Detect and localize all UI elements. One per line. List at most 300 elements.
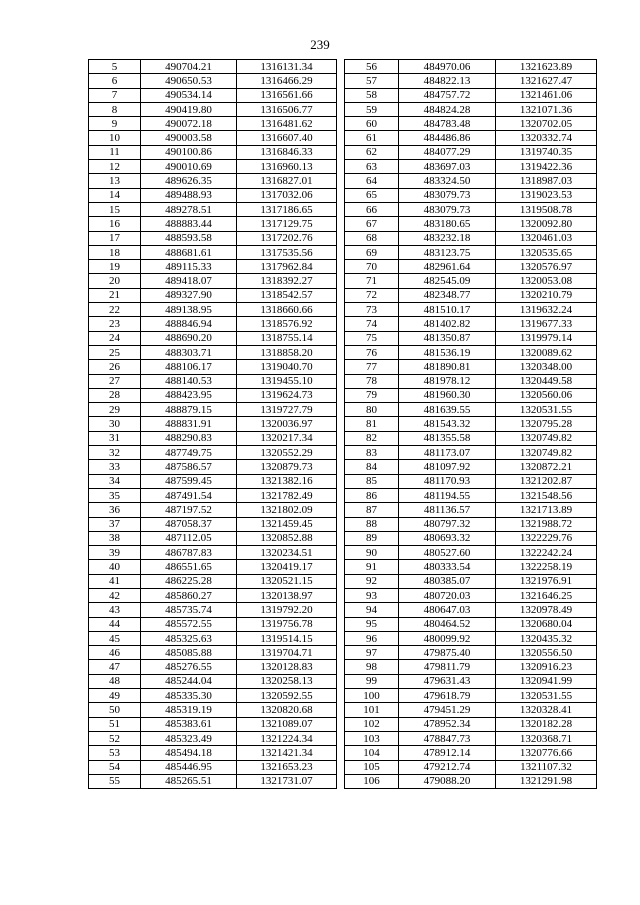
x-coordinate-cell: 485319.19	[141, 703, 237, 717]
table-row	[345, 102, 597, 116]
table-row	[345, 446, 597, 460]
x-coordinate-cell: 481097.92	[399, 460, 496, 474]
y-coordinate-cell: 1320128.83	[237, 660, 337, 674]
point-number-cell: 46	[89, 646, 141, 660]
y-coordinate-cell: 1320941.99	[496, 674, 597, 688]
table-row	[345, 731, 597, 745]
point-number-cell: 70	[345, 260, 399, 274]
point-number-cell: 8	[89, 102, 141, 116]
table-row	[89, 217, 337, 231]
point-number-cell: 75	[345, 331, 399, 345]
point-number-cell: 87	[345, 503, 399, 517]
table-row	[345, 603, 597, 617]
y-coordinate-cell: 1316466.29	[237, 74, 337, 88]
y-coordinate-cell: 1316960.13	[237, 160, 337, 174]
x-coordinate-cell: 490419.80	[141, 102, 237, 116]
point-number-cell: 88	[345, 517, 399, 531]
x-coordinate-cell: 485085.88	[141, 646, 237, 660]
point-number-cell: 40	[89, 560, 141, 574]
table-row	[345, 746, 597, 760]
y-coordinate-cell: 1318542.57	[237, 288, 337, 302]
table-row	[345, 360, 597, 374]
x-coordinate-cell: 488593.58	[141, 231, 237, 245]
table-row	[345, 174, 597, 188]
x-coordinate-cell: 488690.20	[141, 331, 237, 345]
x-coordinate-cell: 481543.32	[399, 417, 496, 431]
x-coordinate-cell: 485860.27	[141, 588, 237, 602]
point-number-cell: 32	[89, 446, 141, 460]
table-row	[89, 374, 337, 388]
x-coordinate-cell: 481890.81	[399, 360, 496, 374]
x-coordinate-cell: 484486.86	[399, 131, 496, 145]
y-coordinate-cell: 1321731.07	[237, 774, 337, 788]
y-coordinate-cell: 1319624.73	[237, 388, 337, 402]
y-coordinate-cell: 1319756.78	[237, 617, 337, 631]
y-coordinate-cell: 1316607.40	[237, 131, 337, 145]
point-number-cell: 12	[89, 160, 141, 174]
point-number-cell: 76	[345, 345, 399, 359]
x-coordinate-cell: 481136.57	[399, 503, 496, 517]
y-coordinate-cell: 1320328.41	[496, 703, 597, 717]
y-coordinate-cell: 1318987.03	[496, 174, 597, 188]
x-coordinate-cell: 480647.03	[399, 603, 496, 617]
table-row	[345, 60, 597, 74]
y-coordinate-cell: 1321646.25	[496, 588, 597, 602]
x-coordinate-cell: 488290.83	[141, 431, 237, 445]
point-number-cell: 47	[89, 660, 141, 674]
point-number-cell: 90	[345, 546, 399, 560]
x-coordinate-cell: 479631.43	[399, 674, 496, 688]
point-number-cell: 29	[89, 403, 141, 417]
point-number-cell: 57	[345, 74, 399, 88]
x-coordinate-cell: 480797.32	[399, 517, 496, 531]
x-coordinate-cell: 490072.18	[141, 117, 237, 131]
point-number-cell: 45	[89, 631, 141, 645]
point-number-cell: 99	[345, 674, 399, 688]
table-row	[345, 774, 597, 788]
y-coordinate-cell: 1316506.77	[237, 102, 337, 116]
point-number-cell: 27	[89, 374, 141, 388]
point-number-cell: 38	[89, 531, 141, 545]
table-row	[89, 245, 337, 259]
point-number-cell: 44	[89, 617, 141, 631]
y-coordinate-cell: 1317535.56	[237, 245, 337, 259]
point-number-cell: 105	[345, 760, 399, 774]
y-coordinate-cell: 1321623.89	[496, 60, 597, 74]
table-row	[345, 331, 597, 345]
y-coordinate-cell: 1319514.15	[237, 631, 337, 645]
x-coordinate-cell: 480527.60	[399, 546, 496, 560]
x-coordinate-cell: 488831.91	[141, 417, 237, 431]
x-coordinate-cell: 480720.03	[399, 588, 496, 602]
x-coordinate-cell: 480333.54	[399, 560, 496, 574]
table-row	[89, 689, 337, 703]
y-coordinate-cell: 1317129.75	[237, 217, 337, 231]
point-number-cell: 19	[89, 260, 141, 274]
y-coordinate-cell: 1319677.33	[496, 317, 597, 331]
point-number-cell: 64	[345, 174, 399, 188]
y-coordinate-cell: 1320332.74	[496, 131, 597, 145]
table-row	[345, 660, 597, 674]
y-coordinate-cell: 1321224.34	[237, 731, 337, 745]
page-number: 239	[310, 37, 330, 52]
x-coordinate-cell: 490003.58	[141, 131, 237, 145]
x-coordinate-cell: 478847.73	[399, 731, 496, 745]
point-number-cell: 51	[89, 717, 141, 731]
x-coordinate-cell: 481536.19	[399, 345, 496, 359]
y-coordinate-cell: 1317186.65	[237, 202, 337, 216]
y-coordinate-cell: 1321653.23	[237, 760, 337, 774]
point-number-cell: 11	[89, 145, 141, 159]
y-coordinate-cell: 1320348.00	[496, 360, 597, 374]
point-number-cell: 28	[89, 388, 141, 402]
y-coordinate-cell: 1320795.28	[496, 417, 597, 431]
table-row	[89, 560, 337, 574]
point-number-cell: 49	[89, 689, 141, 703]
x-coordinate-cell: 483697.03	[399, 160, 496, 174]
table-row	[89, 603, 337, 617]
table-row	[345, 217, 597, 231]
table-row	[345, 403, 597, 417]
x-coordinate-cell: 484822.13	[399, 74, 496, 88]
x-coordinate-cell: 482961.64	[399, 260, 496, 274]
table-row	[345, 74, 597, 88]
table-row	[89, 74, 337, 88]
table-row	[89, 474, 337, 488]
y-coordinate-cell: 1321107.32	[496, 760, 597, 774]
table-row	[89, 88, 337, 102]
table-row	[345, 560, 597, 574]
x-coordinate-cell: 486225.28	[141, 574, 237, 588]
y-coordinate-cell: 1319023.53	[496, 188, 597, 202]
x-coordinate-cell: 485323.49	[141, 731, 237, 745]
table-row	[345, 131, 597, 145]
table-row	[345, 145, 597, 159]
y-coordinate-cell: 1320435.32	[496, 631, 597, 645]
y-coordinate-cell: 1320820.68	[237, 703, 337, 717]
table-row	[345, 488, 597, 502]
point-number-cell: 62	[345, 145, 399, 159]
y-coordinate-cell: 1320978.49	[496, 603, 597, 617]
table-row	[89, 703, 337, 717]
point-number-cell: 26	[89, 360, 141, 374]
y-coordinate-cell: 1318755.14	[237, 331, 337, 345]
x-coordinate-cell: 479451.29	[399, 703, 496, 717]
point-number-cell: 25	[89, 345, 141, 359]
point-number-cell: 17	[89, 231, 141, 245]
y-coordinate-cell: 1320461.03	[496, 231, 597, 245]
table-row	[345, 531, 597, 545]
table-row	[345, 703, 597, 717]
table-row	[89, 60, 337, 74]
y-coordinate-cell: 1317032.06	[237, 188, 337, 202]
point-number-cell: 65	[345, 188, 399, 202]
y-coordinate-cell: 1320852.88	[237, 531, 337, 545]
x-coordinate-cell: 489488.93	[141, 188, 237, 202]
table-row	[89, 446, 337, 460]
point-number-cell: 69	[345, 245, 399, 259]
x-coordinate-cell: 479618.79	[399, 689, 496, 703]
y-coordinate-cell: 1320776.66	[496, 746, 597, 760]
y-coordinate-cell: 1321089.07	[237, 717, 337, 731]
y-coordinate-cell: 1322229.76	[496, 531, 597, 545]
point-number-cell: 81	[345, 417, 399, 431]
table-row	[89, 202, 337, 216]
y-coordinate-cell: 1320089.62	[496, 345, 597, 359]
table-row	[89, 760, 337, 774]
table-row	[345, 317, 597, 331]
table-row	[345, 374, 597, 388]
x-coordinate-cell: 479212.74	[399, 760, 496, 774]
x-coordinate-cell: 480693.32	[399, 531, 496, 545]
point-number-cell: 89	[345, 531, 399, 545]
table-row	[345, 760, 597, 774]
x-coordinate-cell: 485383.61	[141, 717, 237, 731]
table-row	[89, 431, 337, 445]
point-number-cell: 16	[89, 217, 141, 231]
x-coordinate-cell: 481639.55	[399, 403, 496, 417]
point-number-cell: 96	[345, 631, 399, 645]
point-number-cell: 43	[89, 603, 141, 617]
table-row	[345, 88, 597, 102]
point-number-cell: 37	[89, 517, 141, 531]
y-coordinate-cell: 1319040.70	[237, 360, 337, 374]
y-coordinate-cell: 1317962.84	[237, 260, 337, 274]
y-coordinate-cell: 1320053.08	[496, 274, 597, 288]
table-row	[345, 574, 597, 588]
point-number-cell: 94	[345, 603, 399, 617]
x-coordinate-cell: 484757.72	[399, 88, 496, 102]
y-coordinate-cell: 1320556.50	[496, 646, 597, 660]
x-coordinate-cell: 490010.69	[141, 160, 237, 174]
y-coordinate-cell: 1321202.87	[496, 474, 597, 488]
x-coordinate-cell: 483079.73	[399, 202, 496, 216]
x-coordinate-cell: 488140.53	[141, 374, 237, 388]
table-row	[345, 517, 597, 531]
point-number-cell: 22	[89, 303, 141, 317]
coordinates-table-left-body	[89, 60, 337, 789]
y-coordinate-cell: 1321713.89	[496, 503, 597, 517]
y-coordinate-cell: 1320210.79	[496, 288, 597, 302]
point-number-cell: 13	[89, 174, 141, 188]
y-coordinate-cell: 1321291.98	[496, 774, 597, 788]
table-row	[345, 689, 597, 703]
point-number-cell: 79	[345, 388, 399, 402]
table-row	[89, 317, 337, 331]
y-coordinate-cell: 1320872.21	[496, 460, 597, 474]
point-number-cell: 85	[345, 474, 399, 488]
y-coordinate-cell: 1316827.01	[237, 174, 337, 188]
table-row	[89, 188, 337, 202]
table-row	[89, 646, 337, 660]
x-coordinate-cell: 483232.18	[399, 231, 496, 245]
point-number-cell: 34	[89, 474, 141, 488]
y-coordinate-cell: 1320916.23	[496, 660, 597, 674]
y-coordinate-cell: 1319740.35	[496, 145, 597, 159]
point-number-cell: 82	[345, 431, 399, 445]
point-number-cell: 100	[345, 689, 399, 703]
table-row	[345, 431, 597, 445]
x-coordinate-cell: 486551.65	[141, 560, 237, 574]
y-coordinate-cell: 1321802.09	[237, 503, 337, 517]
x-coordinate-cell: 481194.55	[399, 488, 496, 502]
x-coordinate-cell: 485276.55	[141, 660, 237, 674]
point-number-cell: 18	[89, 245, 141, 259]
table-row	[89, 631, 337, 645]
table-row	[345, 202, 597, 216]
y-coordinate-cell: 1321459.45	[237, 517, 337, 531]
x-coordinate-cell: 485244.04	[141, 674, 237, 688]
table-row	[345, 460, 597, 474]
x-coordinate-cell: 485265.51	[141, 774, 237, 788]
point-number-cell: 92	[345, 574, 399, 588]
point-number-cell: 104	[345, 746, 399, 760]
point-number-cell: 103	[345, 731, 399, 745]
x-coordinate-cell: 489418.07	[141, 274, 237, 288]
point-number-cell: 77	[345, 360, 399, 374]
y-coordinate-cell: 1319632.24	[496, 303, 597, 317]
table-row	[345, 288, 597, 302]
point-number-cell: 42	[89, 588, 141, 602]
table-row	[345, 674, 597, 688]
table-row	[89, 345, 337, 359]
point-number-cell: 7	[89, 88, 141, 102]
x-coordinate-cell: 481355.58	[399, 431, 496, 445]
table-row	[89, 746, 337, 760]
table-row	[89, 274, 337, 288]
table-row	[345, 588, 597, 602]
x-coordinate-cell: 481402.82	[399, 317, 496, 331]
table-row	[89, 531, 337, 545]
y-coordinate-cell: 1321627.47	[496, 74, 597, 88]
x-coordinate-cell: 481978.12	[399, 374, 496, 388]
coordinates-table-right	[344, 59, 597, 789]
y-coordinate-cell: 1317202.76	[237, 231, 337, 245]
table-row	[89, 674, 337, 688]
y-coordinate-cell: 1320368.71	[496, 731, 597, 745]
y-coordinate-cell: 1320531.55	[496, 689, 597, 703]
table-row	[345, 231, 597, 245]
y-coordinate-cell: 1320138.97	[237, 588, 337, 602]
x-coordinate-cell: 487599.45	[141, 474, 237, 488]
y-coordinate-cell: 1320092.80	[496, 217, 597, 231]
x-coordinate-cell: 480464.52	[399, 617, 496, 631]
table-row	[345, 474, 597, 488]
x-coordinate-cell: 484077.29	[399, 145, 496, 159]
point-number-cell: 60	[345, 117, 399, 131]
point-number-cell: 52	[89, 731, 141, 745]
x-coordinate-cell: 483079.73	[399, 188, 496, 202]
y-coordinate-cell: 1321988.72	[496, 517, 597, 531]
point-number-cell: 74	[345, 317, 399, 331]
table-row	[89, 303, 337, 317]
table-row	[89, 331, 337, 345]
y-coordinate-cell: 1319979.14	[496, 331, 597, 345]
x-coordinate-cell: 485494.18	[141, 746, 237, 760]
point-number-cell: 33	[89, 460, 141, 474]
x-coordinate-cell: 481350.87	[399, 331, 496, 345]
x-coordinate-cell: 480099.92	[399, 631, 496, 645]
x-coordinate-cell: 478952.34	[399, 717, 496, 731]
y-coordinate-cell: 1319727.79	[237, 403, 337, 417]
point-number-cell: 68	[345, 231, 399, 245]
point-number-cell: 97	[345, 646, 399, 660]
point-number-cell: 23	[89, 317, 141, 331]
x-coordinate-cell: 481960.30	[399, 388, 496, 402]
x-coordinate-cell: 481170.93	[399, 474, 496, 488]
x-coordinate-cell: 485572.55	[141, 617, 237, 631]
point-number-cell: 50	[89, 703, 141, 717]
x-coordinate-cell: 485446.95	[141, 760, 237, 774]
table-row	[89, 717, 337, 731]
table-row	[345, 388, 597, 402]
point-number-cell: 35	[89, 488, 141, 502]
point-number-cell: 21	[89, 288, 141, 302]
point-number-cell: 39	[89, 546, 141, 560]
table-row	[89, 117, 337, 131]
table-row	[89, 460, 337, 474]
x-coordinate-cell: 490650.53	[141, 74, 237, 88]
table-row	[89, 731, 337, 745]
y-coordinate-cell: 1320521.15	[237, 574, 337, 588]
y-coordinate-cell: 1320576.97	[496, 260, 597, 274]
y-coordinate-cell: 1319704.71	[237, 646, 337, 660]
y-coordinate-cell: 1320879.73	[237, 460, 337, 474]
table-row	[89, 417, 337, 431]
y-coordinate-cell: 1318660.66	[237, 303, 337, 317]
x-coordinate-cell: 490704.21	[141, 60, 237, 74]
y-coordinate-cell: 1320419.17	[237, 560, 337, 574]
y-coordinate-cell: 1322258.19	[496, 560, 597, 574]
coordinates-table-left	[88, 59, 337, 789]
x-coordinate-cell: 488879.15	[141, 403, 237, 417]
table-row	[345, 503, 597, 517]
point-number-cell: 10	[89, 131, 141, 145]
x-coordinate-cell: 488846.94	[141, 317, 237, 331]
y-coordinate-cell: 1318576.92	[237, 317, 337, 331]
x-coordinate-cell: 482545.09	[399, 274, 496, 288]
x-coordinate-cell: 480385.07	[399, 574, 496, 588]
point-number-cell: 30	[89, 417, 141, 431]
point-number-cell: 73	[345, 303, 399, 317]
point-number-cell: 15	[89, 202, 141, 216]
y-coordinate-cell: 1321976.91	[496, 574, 597, 588]
table-row	[89, 360, 337, 374]
table-row	[345, 303, 597, 317]
table-row	[89, 231, 337, 245]
point-number-cell: 36	[89, 503, 141, 517]
table-row	[89, 517, 337, 531]
y-coordinate-cell: 1316846.33	[237, 145, 337, 159]
y-coordinate-cell: 1320531.55	[496, 403, 597, 417]
x-coordinate-cell: 488681.61	[141, 245, 237, 259]
x-coordinate-cell: 490534.14	[141, 88, 237, 102]
table-row	[89, 160, 337, 174]
y-coordinate-cell: 1320449.58	[496, 374, 597, 388]
point-number-cell: 84	[345, 460, 399, 474]
point-number-cell: 14	[89, 188, 141, 202]
y-coordinate-cell: 1320234.51	[237, 546, 337, 560]
point-number-cell: 66	[345, 202, 399, 216]
point-number-cell: 93	[345, 588, 399, 602]
table-row	[89, 546, 337, 560]
x-coordinate-cell: 483123.75	[399, 245, 496, 259]
table-row	[345, 245, 597, 259]
x-coordinate-cell: 487058.37	[141, 517, 237, 531]
x-coordinate-cell: 483180.65	[399, 217, 496, 231]
table-row	[89, 660, 337, 674]
y-coordinate-cell: 1320258.13	[237, 674, 337, 688]
